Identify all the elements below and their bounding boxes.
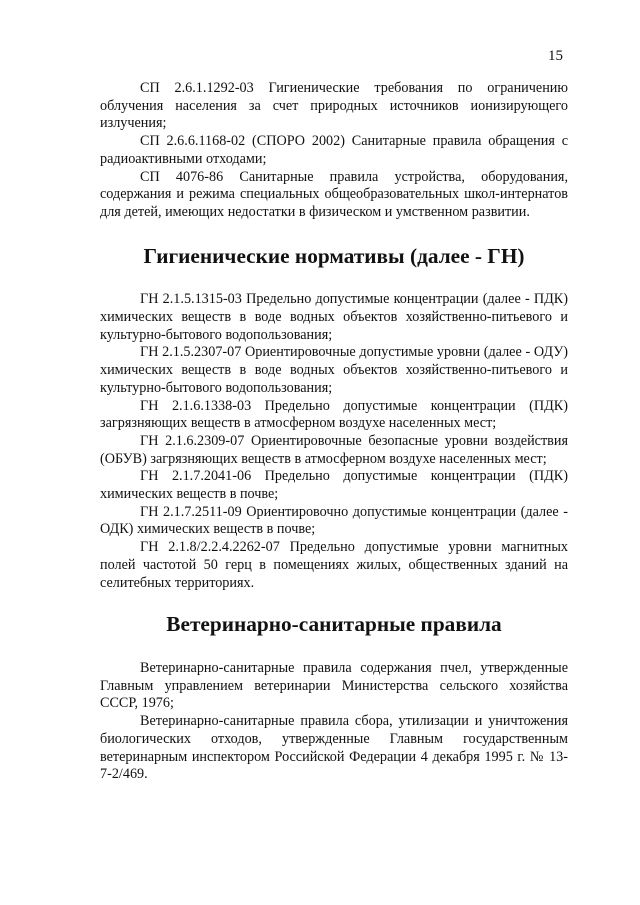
paragraph-gn-2-1-8-2262-07: ГН 2.1.8/2.2.4.2262-07 Предельно допустимые уровни магнитных полей частотой 50 герц в помещениях жилых, общественных зданий на селитебных территориях. bbox=[100, 539, 568, 591]
paragraph-gn-2-1-7-2041-06: ГН 2.1.7.2041-06 Предельно допустимые концентрации (ПДК) химических веществ в почве; bbox=[100, 468, 568, 503]
paragraph-gn-2-1-7-2511-09: ГН 2.1.7.2511-09 Ориентировочно допустимые концентрации (далее - ОДК) химических веществ в почве; bbox=[100, 503, 568, 538]
page-number: 15 bbox=[548, 48, 563, 64]
section-heading-veterinary-rules: Ветеринарно-санитарные правила bbox=[166, 612, 502, 637]
hygienic-standards-list bbox=[100, 291, 568, 592]
paragraph-gn-2-1-6-2309-07: ГН 2.1.6.2309-07 Ориентировочные безопасные уровни воздействия (ОБУВ) загрязняющих веществ в атмосферном воздухе населенных мест; bbox=[100, 432, 568, 467]
veterinary-rules-list bbox=[100, 660, 568, 784]
paragraph-sp-4076-86: СП 4076-86 Санитарные правила устройства, оборудования, содержания и режима специальных общеобразовательных школ-интернатов для детей, имеющих недостатки в физическом и умственном развитии. bbox=[100, 168, 568, 220]
paragraph-sp-2-6-1-1292-03: СП 2.6.1.1292-03 Гигиенические требования по ограничению облучения населения за счет природных источников ионизирующего излучения; bbox=[100, 80, 568, 132]
paragraph-vet-biowaste-rules: Ветеринарно-санитарные правила сбора, утилизации и уничтожения биологических отходов, утвержденные Главным государственным ветеринарным инспектором Российской Федерации 4 декабря 1995 г. № 13-7-2/469. bbox=[100, 713, 568, 783]
paragraph-gn-2-1-5-1315-03: ГН 2.1.5.1315-03 Предельно допустимые концентрации (далее - ПДК) химических веществ в воде водных объектов хозяйственно-питьевого и культурно-бытового водопользования; bbox=[100, 291, 568, 343]
paragraph-sp-2-6-6-1168-02: СП 2.6.6.1168-02 (СПОРО 2002) Санитарные правила обращения с радиоактивными отходами; bbox=[100, 133, 568, 167]
section-heading-hygienic-standards: Гигиенические нормативы (далее - ГН) bbox=[143, 243, 525, 268]
paragraph-gn-2-1-5-2307-07: ГН 2.1.5.2307-07 Ориентировочные допустимые уровни (далее - ОДУ) химических веществ в воде водных объектов хозяйственно-питьевого и культурно-бытового водопользования; bbox=[100, 344, 568, 396]
document-body bbox=[100, 80, 568, 784]
sanitary-rules-list bbox=[100, 80, 568, 222]
paragraph-gn-2-1-6-1338-03: ГН 2.1.6.1338-03 Предельно допустимые концентрации (ПДК) загрязняющих веществ в атмосферном воздухе населенных мест; bbox=[100, 397, 568, 432]
paragraph-vet-bees-rules: Ветеринарно-санитарные правила содержания пчел, утвержденные Главным управлением ветеринарии Министерства сельского хозяйства СССР, 1976; bbox=[100, 659, 568, 712]
